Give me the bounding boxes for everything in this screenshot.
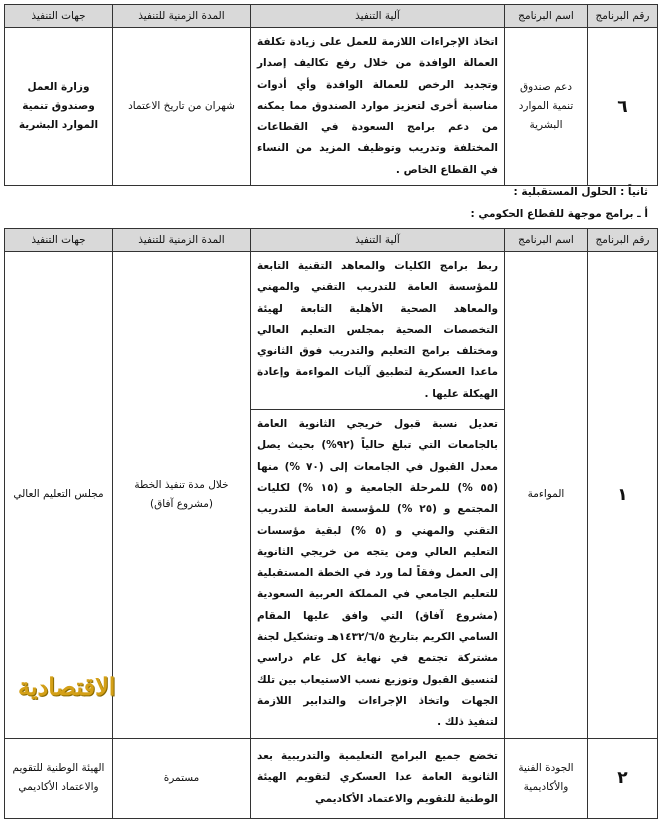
header-mechanism: آلية التنفيذ: [251, 5, 505, 28]
program-name: دعم صندوق تنمية الموارد البشرية: [505, 28, 588, 186]
period-text: شهران من تاريخ الاعتماد: [113, 28, 251, 186]
period-text: مستمرة: [113, 738, 251, 818]
header-program-name: اسم البرنامج: [505, 229, 588, 252]
period-text: خلال مدة تنفيذ الخطة (مشروع آفاق): [113, 252, 251, 739]
header-program-number: رقم البرنامج: [588, 5, 658, 28]
section-heading: ثانياً : الحلول المستقبلية :: [513, 186, 648, 198]
table-header-row: [5, 5, 658, 28]
header-period: المدة الزمنية للتنفيذ: [113, 229, 251, 252]
mechanism-text: اتخاذ الإجراءات اللازمة للعمل على زيادة تكلفة العمالة الوافدة من خلال رفع تكاليف إصدار وتجديد الرخص للعمالة الوافدة وأي أدوات مناسبة أخرى لتعزيز موارد الصندوق مما يمكنه من دعم برامج السعودة في القطاعات المختلفة وتدريب وتوظيف المزيد من النساء في القطاع الخاص .: [251, 28, 505, 186]
program-number: ٦: [588, 28, 658, 186]
subsection-heading: أ ـ برامج موجهة للقطاع الحكومي :: [470, 208, 648, 220]
table-row: [5, 738, 658, 818]
header-mechanism: آلية التنفيذ: [251, 229, 505, 252]
program-name: الجودة الفنية والأكاديمية: [505, 738, 588, 818]
header-party: جهات التنفيذ: [5, 229, 113, 252]
header-program-number: رقم البرنامج: [588, 229, 658, 252]
party-text: مجلس التعليم العالي: [5, 252, 113, 739]
mechanism-text: ربط برامج الكليات والمعاهد التقنية التابعة للمؤسسة العامة للتدريب التقني والمهني والمعاهد الصحية الأهلية التابعة لهيئة التخصصات الصحية بمجلس التعليم العالي ومختلف برامج التعليم والتدريب فوق الثانوي ماعدا العسكرية لتطبيق آليات المواءمة وإعادة الهيكلة عليها .: [251, 252, 505, 410]
mechanism-text: تعديل نسبة قبول خريجي الثانوية العامة بالجامعات التي تبلغ حالياً (٩٢%) بحيث يصل معدل القبول في الجامعات إلى (٧٠ %) منها (٥٥ %) للمرحلة الجامعية و (١٥ %) لكليات المجتمع و (٢٥ %) للمؤسسة العامة للتدريب التقني والمهني و (٥ %) لبقية مؤسسات التعليم العالي ومن يتجه من خريجي الثانوية إلى العمل وفقاً لما ورد في الخطة المستقبلية للتعليم الجامعي في المملكة العربية السعودية (مشروع آفاق) التي وافق عليها المقام السامي الكريم بتاريخ ١٤٣٢/٦/٥هـ وتشكيل لجنة مشتركة تجتمع في نهاية كل عام دراسي لتنسيق القبول وتوزيع نسب الاستيعاب بين تلك الجهات واتخاذ الإجراءات والتدابير اللازمة لتنفيذ ذلك .: [251, 410, 505, 738]
program-name: المواءمة: [505, 252, 588, 739]
program-number: ١: [588, 252, 658, 739]
table-row: [5, 252, 658, 410]
header-program-name: اسم البرنامج: [505, 5, 588, 28]
table-future-programs: [4, 228, 658, 819]
party-text: الهيئة الوطنية للتقويم والاعتماد الأكاديمي: [5, 738, 113, 818]
header-party: جهات التنفيذ: [5, 5, 113, 28]
header-period: المدة الزمنية للتنفيذ: [113, 5, 251, 28]
table-current-programs: [4, 4, 658, 186]
mechanism-text: تخضع جميع البرامج التعليمية والتدريبية بعد الثانوية العامة عدا العسكري لتقويم الهيئة الوطنية للتقويم والاعتماد الأكاديمي: [251, 738, 505, 818]
program-number: ٢: [588, 738, 658, 818]
party-text: وزارة العمل وصندوق تنمية الموارد البشرية: [5, 28, 113, 186]
table-row: [5, 28, 658, 186]
watermark-logo: الاقتصادية: [18, 672, 116, 701]
table-header-row: [5, 229, 658, 252]
